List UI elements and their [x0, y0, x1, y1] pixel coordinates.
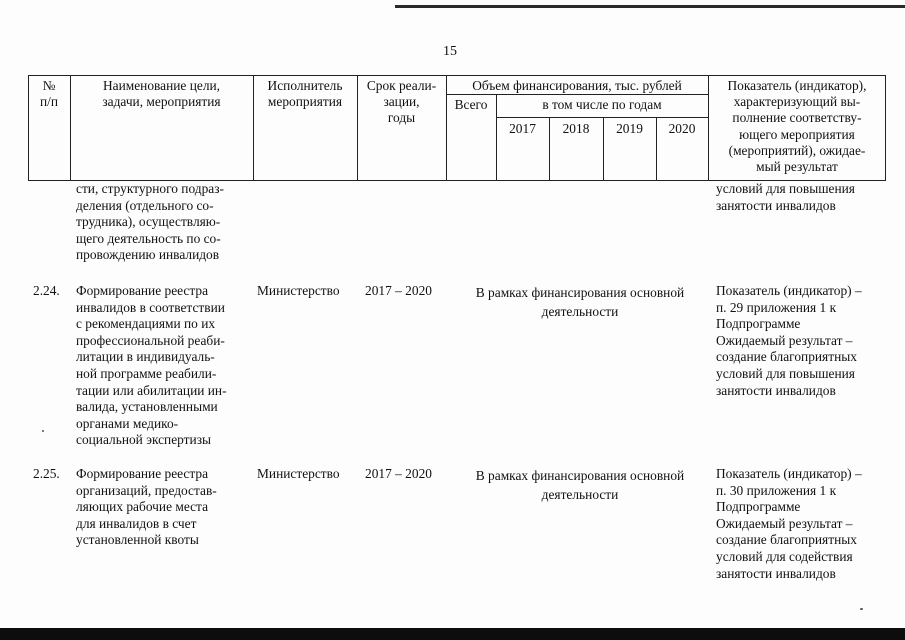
row-indicator: Показатель (индикатор) – п. 29 приложения 1 к Подпрограмме Ожидаемый результат – создание благоприятных условий для повышения занятости инвалидов: [716, 283, 862, 398]
row-term: 2017 – 2020: [365, 466, 432, 481]
row-financing: В рамках финансирования основной деятельности: [475, 285, 685, 319]
row-name: Формирование реестра организаций, предостав- ляющих рабочие места для инвалидов в счет установленной квоты: [76, 466, 217, 548]
header-indicator: Показатель (индикатор), характеризующий вы- полнение соответству- ющего мероприятия (мероприятий), ожидае- мый результат: [727, 78, 867, 175]
row-financing: В рамках финансирования основной деятельности: [475, 468, 685, 502]
header-by-years: в том числе по годам: [542, 97, 662, 112]
header-term: Срок реали- зации, годы: [366, 78, 437, 126]
page-number: 15: [443, 44, 457, 59]
header-executor: Исполнитель мероприятия: [267, 78, 343, 110]
row-indicator: Показатель (индикатор) – п. 30 приложения 1 к Подпрограмме Ожидаемый результат – создание благоприятных условий для содействия занятости инвалидов: [716, 466, 862, 581]
header-name: Наименование цели, задачи, мероприятия: [102, 78, 221, 110]
header-total: Всего: [454, 97, 488, 112]
continuation-indicator: условий для повышения занятости инвалидов: [716, 181, 855, 213]
header-year: 2018: [562, 121, 590, 136]
row-term: 2017 – 2020: [365, 283, 432, 298]
row-executor: Министерство: [257, 466, 340, 481]
continuation-name: сти, структурного подраз- деления (отдельного со- трудника), осуществляю- щего деятельность по со- провождению инвалидов: [76, 181, 224, 263]
header-financing: Объем финансирования, тыс. рублей: [472, 78, 682, 93]
row-name: Формирование реестра инвалидов в соответствии с рекомендациями по их профессиональной реаби- литации в индивидуаль- ной программе реабили- тации или абилитации ин- валида, установленными органами медико- социальной экспертизы: [76, 283, 227, 448]
header-year: 2017: [509, 121, 536, 136]
row-executor: Министерство: [257, 283, 340, 298]
row-number: 2.25.: [33, 466, 60, 481]
header-num: № п/п: [39, 78, 59, 110]
header-year: 2020: [668, 121, 696, 136]
row-number: 2.24.: [33, 283, 60, 298]
header-year: 2019: [616, 121, 643, 136]
